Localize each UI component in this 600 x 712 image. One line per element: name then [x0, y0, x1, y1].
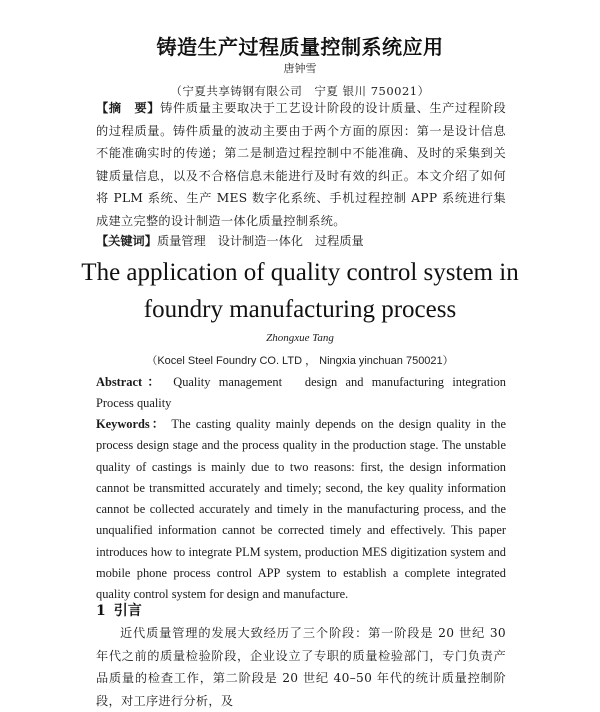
english-abstract-label: Abstract：: [96, 375, 165, 389]
chinese-keywords: [96, 232, 376, 249]
english-keywords-text: The casting quality mainly depends on the design quality in the process design stage and the process quality in the production stage. The unstable quality of castings is mainly due to two reasons: first, the design information cannot be transmitted accurately and timely; second, the key quality information cannot be collected accurately and timely in the manufacturing process, and the unqualified information cannot be corrected timely and effectively. This paper introduces how to integrate PLM system, production MES digitization system and mobile phone process control APP system to establish a complete integrated quality control system for design and manufacture.: [96, 417, 506, 602]
section-title: 引言: [113, 603, 142, 619]
english-keywords-label: Keywords：: [96, 417, 167, 431]
chinese-abstract-text: 铸件质量主要取决于工艺设计阶段的设计质量、生产过程阶段的过程质量。铸件质量的波动主要由于两个方面的原因：第一是设计信息不能准确实时的传递；第二是制造过程控制中不能准确、及时的采集到关键质量信息，以及不合格信息未能进行及时有效的纠正。本文介绍了如何将 PLM 系统、生产 MES 数字化系统、手机过程控制 APP 系统进行集成建立完整的设计制造一体化质量控制系统。: [96, 101, 507, 228]
chinese-keyword: 质量管理: [156, 234, 206, 248]
chinese-keywords-label: 【关键词】: [96, 234, 157, 248]
english-author: Zhongxue Tang: [266, 332, 334, 344]
english-abstract-text: Quality management design and manufacturing integration Process quality: [96, 375, 519, 411]
english-affiliation: （Kocel Steel Foundry CO. LTD ， Ningxia yinchuan 750021）: [146, 355, 454, 367]
english-keywords: [96, 414, 506, 606]
english-title-line-2: foundry manufacturing process: [143, 296, 457, 323]
english-abstract: [96, 372, 519, 415]
chinese-abstract-label: 【摘 要】: [96, 101, 161, 115]
chinese-title: 铸造生产过程质量控制系统应用: [156, 35, 444, 59]
english-title-line-1: The application of quality control system in: [81, 259, 519, 286]
chinese-keyword: 过程质量: [315, 234, 364, 248]
section-number: 1: [96, 603, 106, 619]
chinese-affiliation: （宁夏共享铸钢有限公司 宁夏 银川 750021）: [170, 84, 430, 98]
chinese-author: 唐钟雪: [283, 62, 317, 75]
chinese-keyword: 设计制造一体化: [217, 234, 303, 248]
section-heading: [96, 600, 142, 620]
section-body-text: 近代质量管理的发展大致经历了三个阶段：第一阶段是 20 世纪 30 年代之前的质量检验阶段，企业设立了专职的质量检验部门，专门负责产品质量的检查工作，第二阶段是 20 世纪 40–50 年代的统计质量控制阶段，对工序进行分析，及: [96, 626, 506, 708]
chinese-abstract: [96, 97, 506, 233]
